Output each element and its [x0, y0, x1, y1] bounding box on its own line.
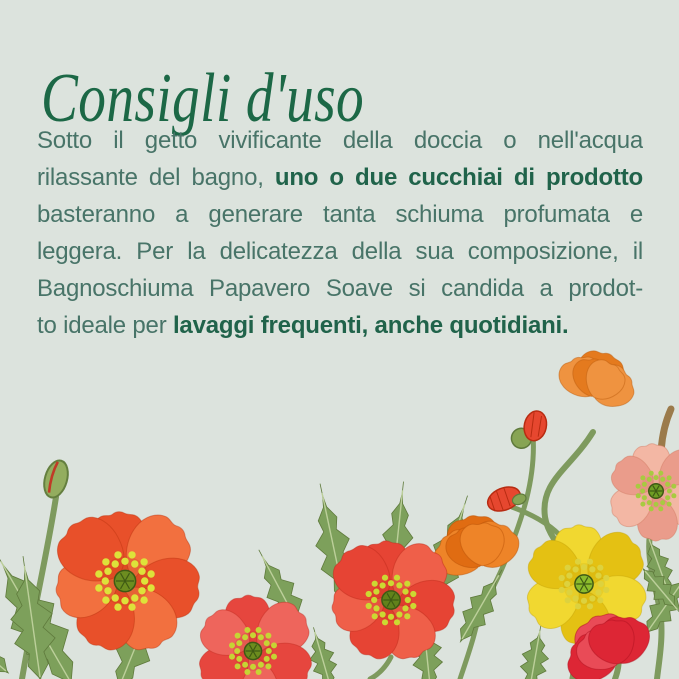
paragraph-text: Bagnoschiuma Papavero Soave si candida a prodot- — [37, 275, 643, 302]
page-title: Consigli d'uso — [41, 59, 365, 137]
paragraph-text: Sotto il getto vivificante della doccia o nell'acqua — [37, 127, 643, 154]
paragraph-text: leggera. Per la delicatezza della sua composizione, il — [37, 238, 643, 265]
paragraph-bold-text: uno o due cucchiai di prodotto — [274, 164, 643, 191]
paragraph-line — [37, 196, 643, 233]
red-poppy-bud-upper — [510, 407, 550, 453]
paragraph-line — [37, 159, 643, 196]
paragraph-bold-text: lavaggi frequenti, anche quotidiani. — [172, 312, 569, 339]
paragraph-line — [37, 122, 643, 159]
usage-paragraph — [37, 122, 643, 344]
orange-poppy-top — [545, 339, 650, 424]
pink-poppy — [604, 441, 679, 541]
buds-group — [40, 407, 549, 516]
paragraph-line — [37, 270, 643, 307]
paragraph-text: basteranno a generare tanta schiuma profumata e — [37, 201, 643, 228]
orange-red-poppy-left — [47, 505, 204, 659]
paragraph-text: rilassante del bagno, — [37, 164, 275, 191]
poppy-leaf — [516, 624, 553, 679]
poppy-leaf — [449, 563, 514, 648]
poppy-illustration — [0, 339, 679, 679]
paragraph-line — [37, 233, 643, 270]
green-poppy-bud — [40, 458, 72, 501]
paragraph-text: to ideale per — [37, 312, 173, 339]
